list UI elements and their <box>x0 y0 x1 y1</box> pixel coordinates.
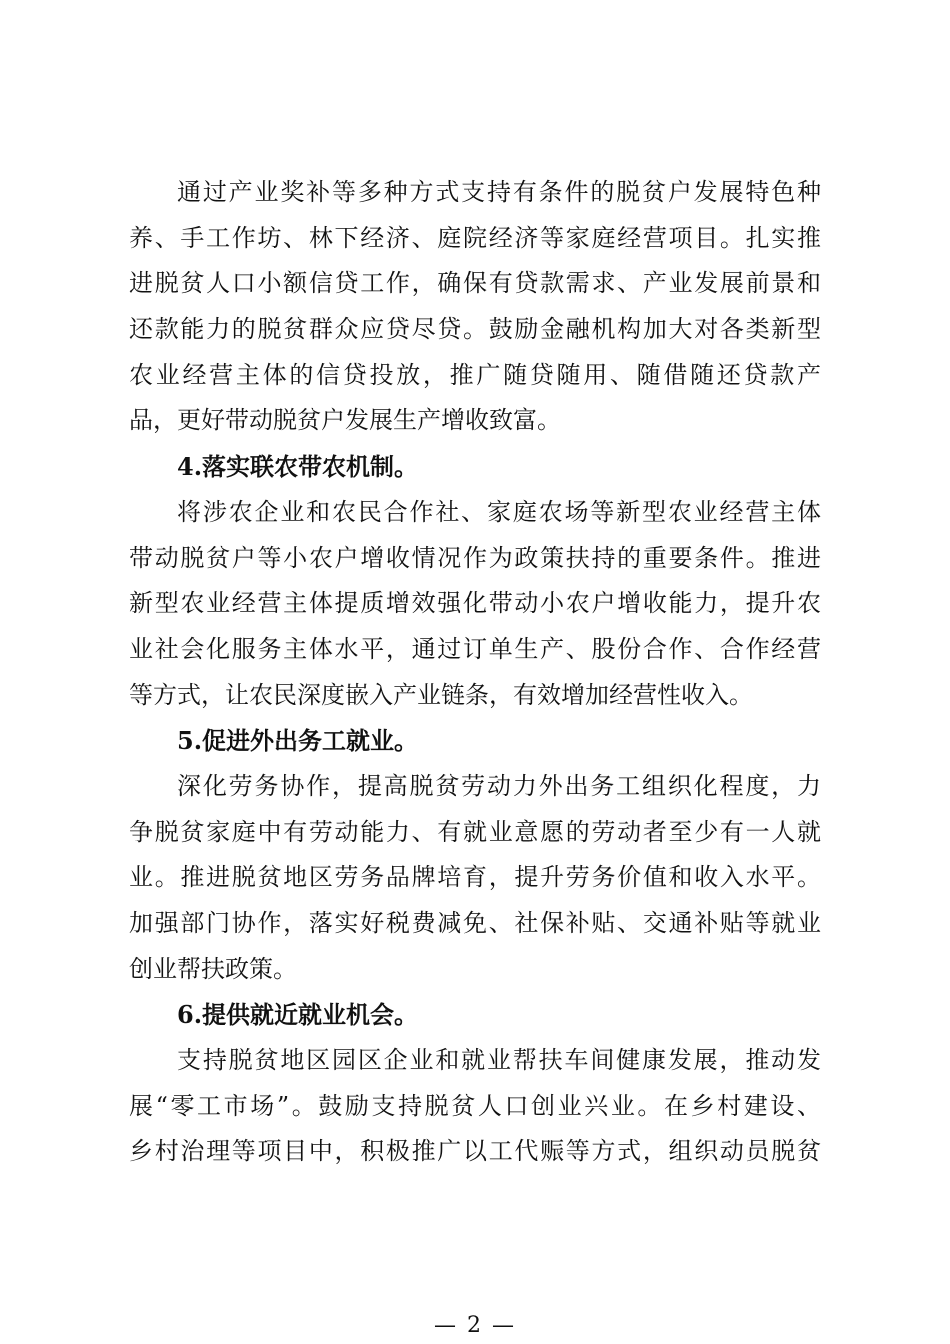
paragraph-line: 农业经营主体的信贷投放，推广随贷随用、随借随还贷款产 <box>129 360 821 389</box>
paragraph-line: 业社会化服务主体水平，通过订单生产、股份合作、合作经营 <box>129 634 821 663</box>
paragraph-line: 新型农业经营主体提质增效强化带动小农户增收能力，提升农 <box>129 589 821 618</box>
paragraph-line: 还款能力的脱贫群众应贷尽贷。鼓励金融机构加大对各类新型 <box>129 315 821 344</box>
document-body <box>129 170 821 1175</box>
paragraph-line: 将涉农企业和农民合作社、家庭农场等新型农业经营主体 <box>177 497 821 526</box>
paragraph-line: 业。推进脱贫地区劳务品牌培育，提升劳务价值和收入水平。 <box>129 863 821 892</box>
section-heading: 6.提供就近就业机会。 <box>177 1000 419 1030</box>
paragraph-line: 支持脱贫地区园区企业和就业帮扶车间健康发展，推动发 <box>177 1046 821 1075</box>
section-heading: 4.落实联农带农机制。 <box>177 452 419 482</box>
paragraph-line: 通过产业奖补等多种方式支持有条件的脱贫户发展特色种 <box>177 178 821 206</box>
section-heading: 5.促进外出务工就业。 <box>177 726 419 756</box>
page-number: — 2 — <box>434 1313 516 1338</box>
paragraph-line: 进脱贫人口小额信贷工作，确保有贷款需求、产业发展前景和 <box>129 269 821 298</box>
paragraph-line: 争脱贫家庭中有劳动能力、有就业意愿的劳动者至少有一人就 <box>129 817 821 846</box>
paragraph-line: 等方式，让农民深度嵌入产业链条，有效增加经营性收入。 <box>129 680 753 709</box>
paragraph-line: 加强部门协作，落实好税费减免、社保补贴、交通补贴等就业 <box>129 909 821 937</box>
paragraph-line: 品，更好带动脱贫户发展生产增收致富。 <box>129 406 561 435</box>
paragraph-line: 展“零工市场”。鼓励支持脱贫人口创业兴业。在乡村建设、 <box>129 1091 821 1120</box>
paragraph-line: 养、手工作坊、林下经济、庭院经济等家庭经营项目。扎实推 <box>129 223 821 252</box>
paragraph-line: 创业帮扶政策。 <box>129 954 297 983</box>
paragraph-line: 带动脱贫户等小农户增收情况作为政策扶持的重要条件。推进 <box>129 543 821 572</box>
paragraph-line: 深化劳务协作，提高脱贫劳动力外出务工组织化程度，力 <box>177 771 821 800</box>
paragraph-line: 乡村治理等项目中，积极推广以工代赈等方式，组织动员脱贫 <box>129 1137 821 1166</box>
